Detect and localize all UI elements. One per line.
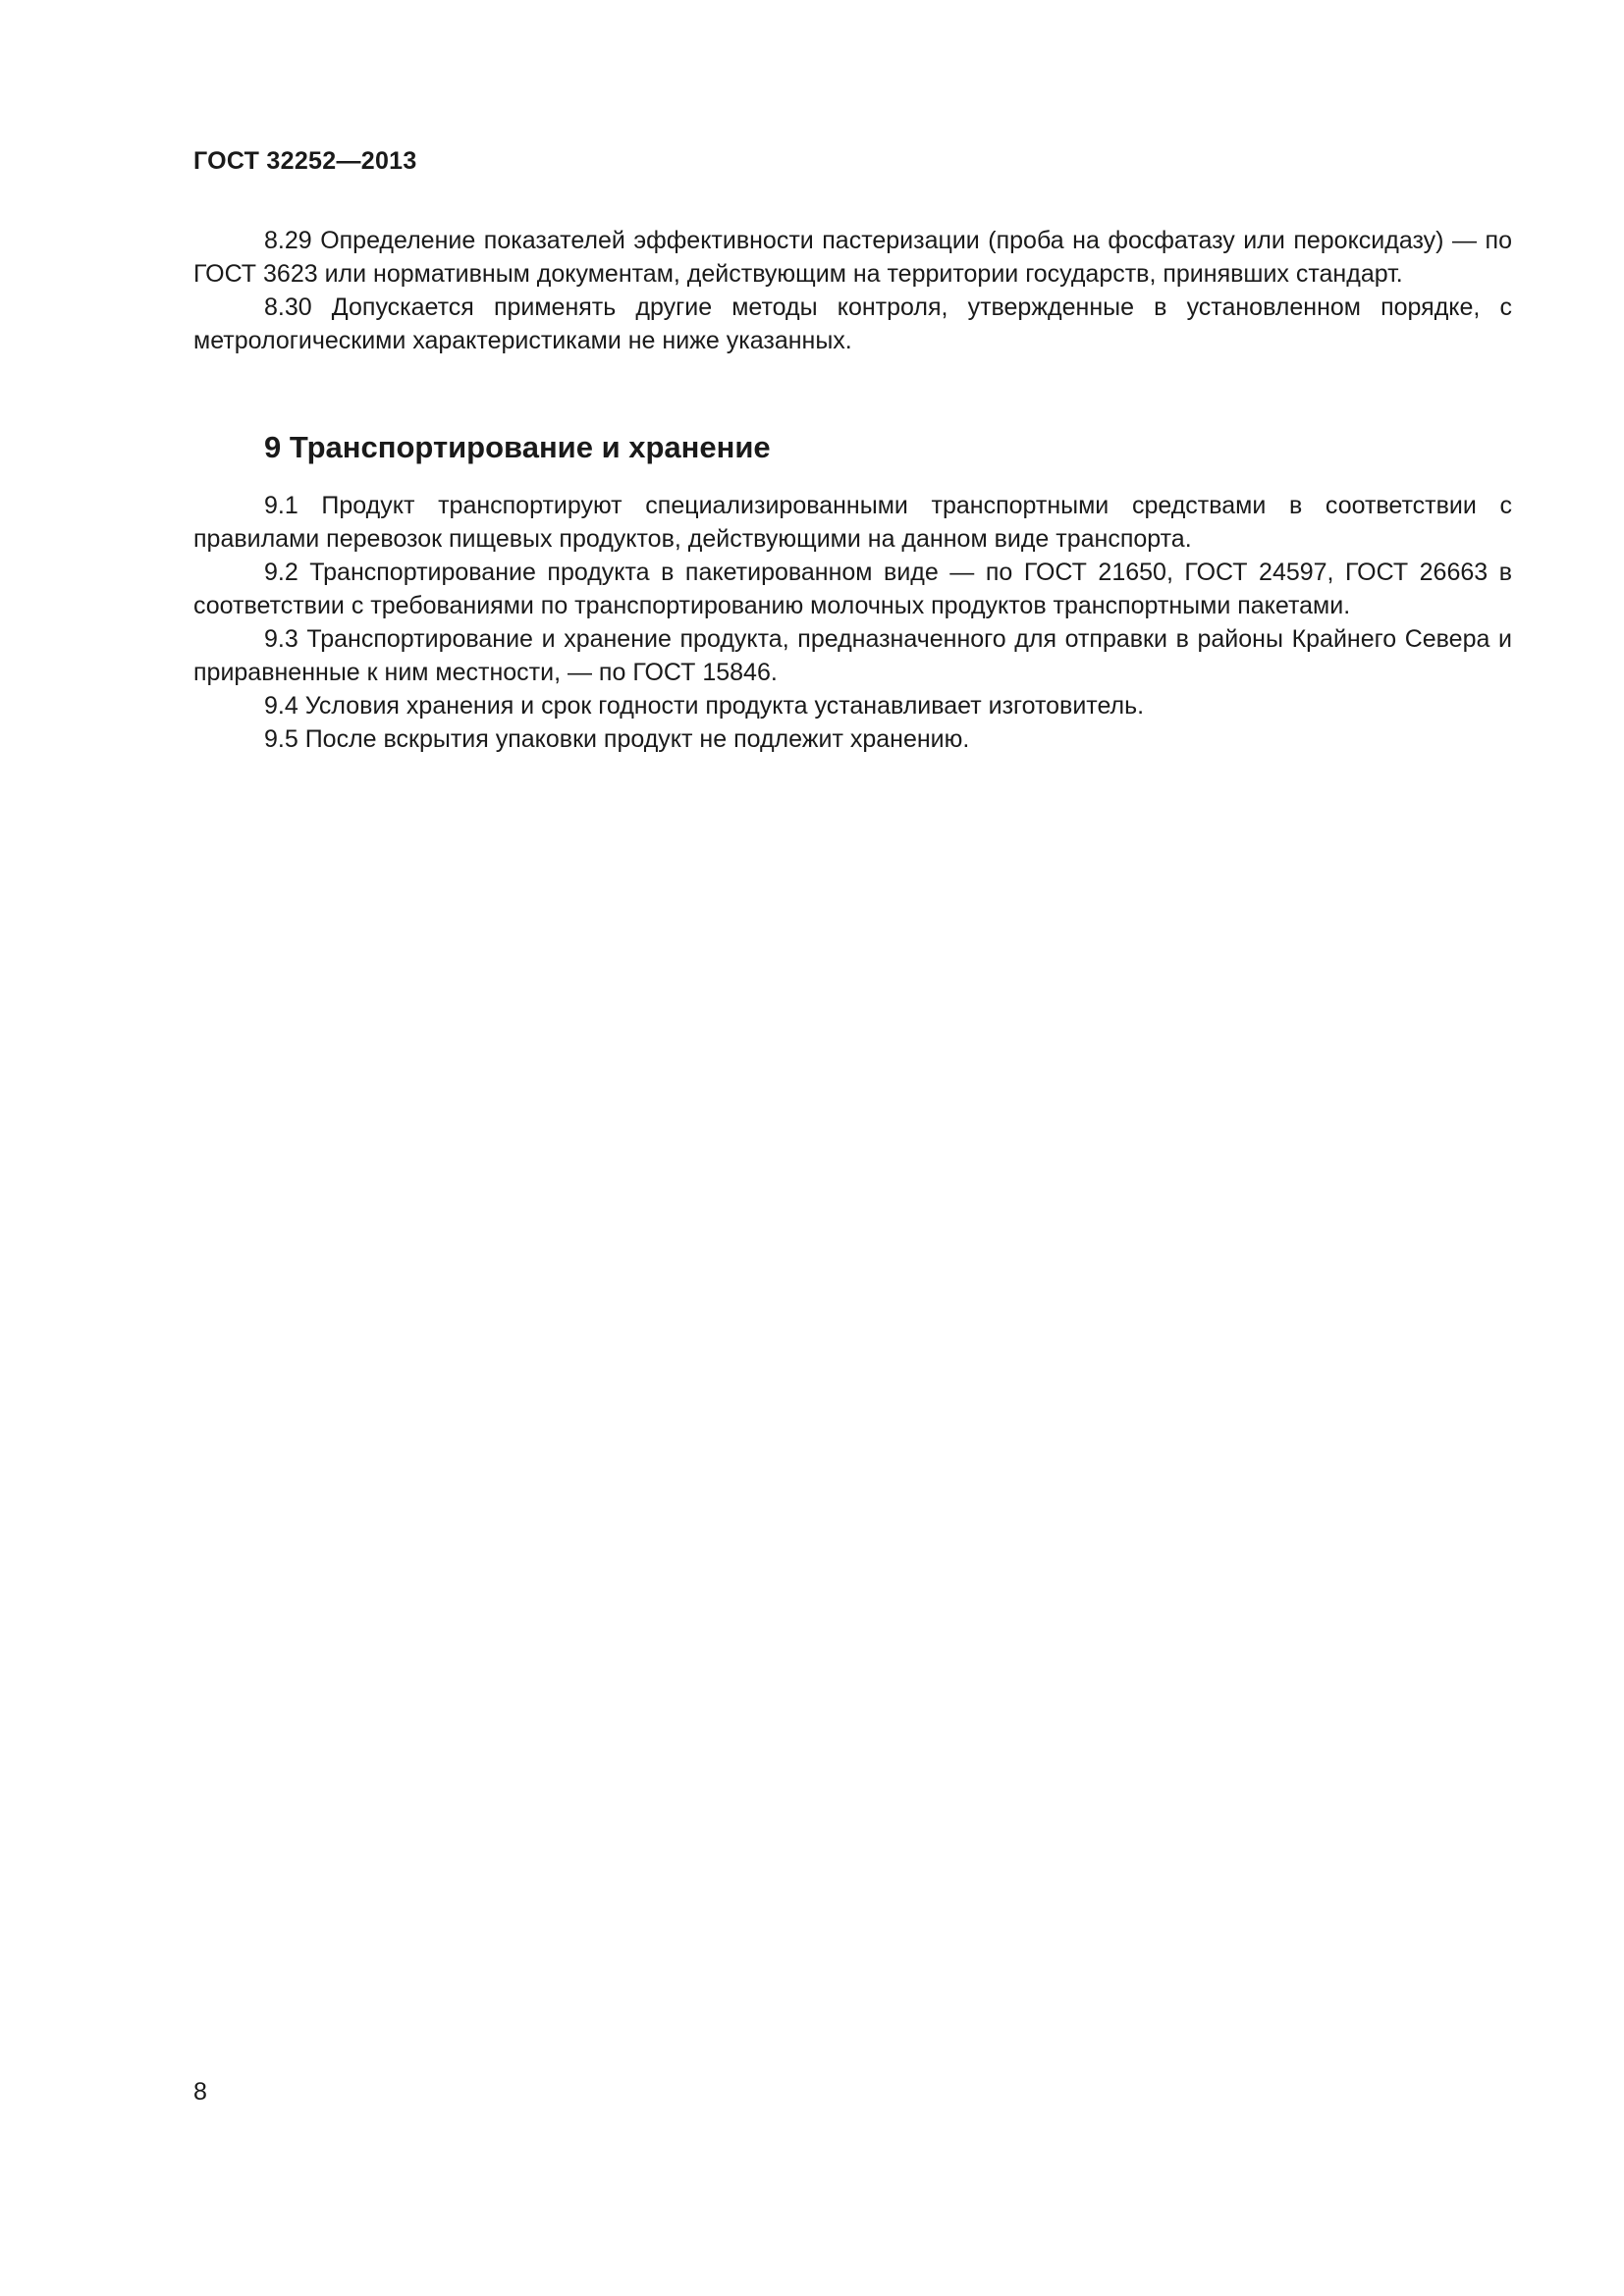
paragraph-9-4: 9.4 Условия хранения и срок годности продукта устанавливает изготовитель.: [264, 692, 1145, 720]
section-9-heading: 9 Транспортирование и хранение: [264, 430, 771, 464]
document-code-header: ГОСТ 32252—2013: [193, 147, 417, 175]
paragraph-9-1: 9.1 Продукт транспортируют специализированными транспортными средствами в соответствии с правилами перевозок пищевых продуктов, действующими на данном виде транспорта.: [193, 492, 1512, 553]
section-8-text: [193, 224, 1512, 357]
paragraph-9-2: 9.2 Транспортирование продукта в пакетированном виде — по ГОСТ 21650, ГОСТ 24597, ГОСТ 26663 в соответствии с требованиями по транспортированию молочных продуктов транспортными пакетами.: [193, 559, 1512, 619]
paragraph-9-3: 9.3 Транспортирование и хранение продукта, предназначенного для отправки в районы Крайнего Севера и приравненные к ним местности, — по ГОСТ 15846.: [193, 625, 1512, 686]
page-number: 8: [193, 2078, 207, 2106]
paragraph-8-30: 8.30 Допускается применять другие методы контроля, утвержденные в установленном порядке, с метрологическими характеристиками не ниже указанных.: [193, 294, 1512, 354]
section-9-text: [193, 489, 1512, 756]
paragraph-8-29: 8.29 Определение показателей эффективности пастеризации (проба на фосфатазу или пероксидазу) — по ГОСТ 3623 или нормативным документам, действующим на территории государств, принявших стандарт.: [193, 227, 1512, 288]
paragraph-9-5: 9.5 После вскрытия упаковки продукт не подлежит хранению.: [264, 725, 970, 753]
